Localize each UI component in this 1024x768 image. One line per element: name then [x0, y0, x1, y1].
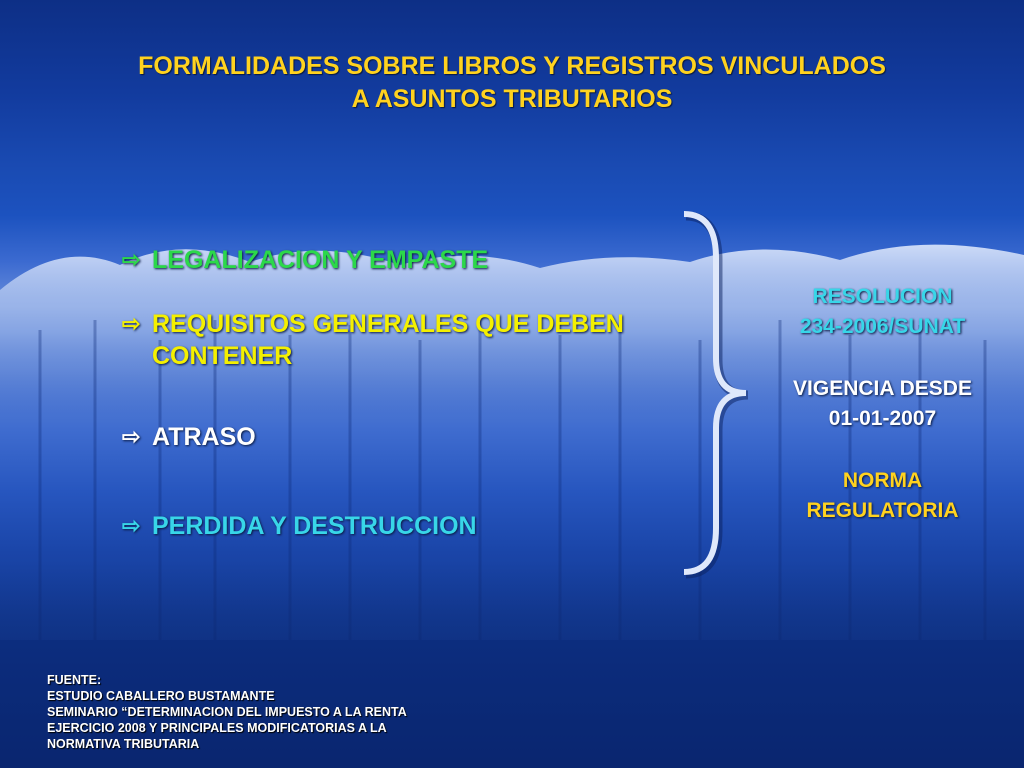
bullet-requisitos-label-line1: REQUISITOS GENERALES QUE DEBEN [152, 310, 624, 338]
right-arrow-icon: ⇨ [122, 247, 141, 272]
source-line4: NORMATIVA TRIBUTARIA [47, 737, 200, 751]
right-arrow-icon: ⇨ [122, 424, 141, 449]
source-line3: EJERCICIO 2008 Y PRINCIPALES MODIFICATORIAS A LA [47, 721, 387, 735]
slide-title-line2: A ASUNTOS TRIBUTARIOS [351, 85, 673, 113]
bullet-atraso-label: ATRASO [152, 423, 256, 451]
source-line2: SEMINARIO “DETERMINACION DEL IMPUESTO A LA RENTA [47, 705, 407, 719]
validity-line2: 01-01-2007 [828, 407, 937, 430]
slide-title-line1: FORMALIDADES SOBRE LIBROS Y REGISTROS VINCULADOS [138, 52, 886, 80]
bullet-atraso [122, 421, 256, 453]
resolution-line2: 234-2006/SUNAT [799, 315, 966, 338]
validity-note [770, 374, 995, 434]
bullet-legalizacion [122, 244, 488, 276]
resolution-note [770, 282, 995, 342]
norm-line1: NORMA [842, 469, 923, 492]
right-arrow-icon: ⇨ [122, 513, 141, 538]
norm-line2: REGULATORIA [806, 499, 959, 522]
source-citation [47, 672, 407, 752]
bullet-legalizacion-label: LEGALIZACION Y EMPASTE [152, 246, 489, 274]
source-line1: ESTUDIO CABALLERO BUSTAMANTE [47, 689, 275, 703]
right-arrow-icon: ⇨ [122, 311, 141, 336]
bullet-requisitos-label-line2: CONTENER [152, 342, 293, 370]
bullet-requisitos [122, 308, 624, 372]
source-heading: FUENTE: [47, 673, 102, 687]
bullet-perdida [122, 510, 477, 542]
bullet-perdida-label: PERDIDA Y DESTRUCCION [152, 512, 477, 540]
resolution-line1: RESOLUCION [812, 285, 953, 308]
norm-note [770, 466, 995, 526]
curly-brace [678, 210, 758, 580]
validity-line1: VIGENCIA DESDE [793, 377, 972, 400]
